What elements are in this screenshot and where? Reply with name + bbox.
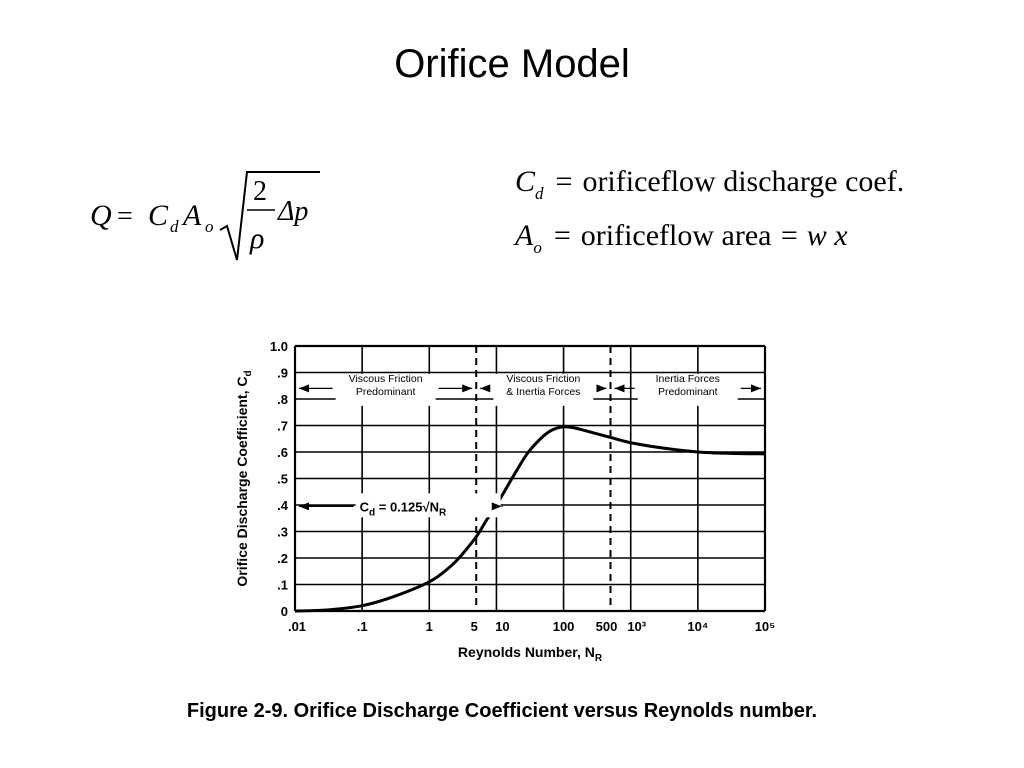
definition-ao bbox=[515, 219, 848, 258]
cd-laminar-annotation: $C_d = 0.125√N_R$ bbox=[359, 499, 447, 519]
def-cd-equals: = bbox=[555, 165, 573, 198]
y-axis-label: Orifice Discharge Coefficient, $C_d$ bbox=[234, 370, 254, 587]
y-tick-label: .2 bbox=[277, 551, 288, 566]
annotation-arrow-head-left bbox=[299, 502, 309, 510]
region-label-line1: Viscous Friction bbox=[348, 372, 423, 385]
eq-equals: = bbox=[117, 201, 133, 232]
def-cd-symbol: C bbox=[515, 165, 536, 198]
def-cd-sub: d bbox=[535, 184, 544, 203]
y-tick-label: .6 bbox=[277, 445, 288, 460]
x-axis-label: Reynolds Number, $N_R$ bbox=[457, 644, 603, 664]
y-tick-label: .1 bbox=[277, 577, 288, 593]
figure-caption: Figure 2-9. Orifice Discharge Coefficient versus Reynolds number. bbox=[186, 700, 818, 722]
region-label-line2: Predominant bbox=[355, 386, 416, 399]
y-tick-label: .4 bbox=[277, 498, 288, 513]
def-ao-text: orificeflow area bbox=[580, 219, 772, 252]
region-label-line2: Predominant bbox=[657, 386, 718, 399]
x-tick-label: 10⁴ bbox=[687, 619, 709, 634]
definition-cd bbox=[515, 165, 904, 204]
region-label-line2: & Inertia Forces bbox=[506, 386, 581, 399]
y-tick-label: 0 bbox=[280, 604, 288, 619]
y-tick-label: .7 bbox=[277, 418, 288, 434]
eq-lhs: Q bbox=[90, 199, 112, 232]
def-ao-extra: = w x bbox=[778, 219, 848, 252]
region-label-line1: Inertia Forces bbox=[655, 372, 720, 385]
y-tick-label: .9 bbox=[277, 365, 288, 381]
eq-denominator: ρ bbox=[250, 222, 265, 255]
region-arrow-head-right bbox=[751, 384, 761, 392]
def-ao-sub: o bbox=[533, 238, 542, 257]
x-tick-label: 500 bbox=[595, 619, 618, 634]
y-tick-label: .8 bbox=[277, 392, 288, 407]
x-tick-label: 10³ bbox=[627, 619, 647, 634]
eq-ao-sub: o bbox=[205, 217, 214, 236]
x-tick-label: .1 bbox=[356, 619, 368, 634]
region-label-line1: Viscous Friction bbox=[506, 372, 581, 385]
y-tick-label: .3 bbox=[277, 524, 288, 540]
x-tick-label: 1 bbox=[425, 619, 433, 634]
region-arrow-head-left bbox=[615, 384, 625, 392]
x-tick-label: 10 bbox=[495, 619, 510, 634]
region-arrow-head-left bbox=[480, 384, 490, 392]
y-tick-label: .5 bbox=[277, 471, 288, 487]
x-tick-label: .01 bbox=[287, 619, 307, 634]
eq-numerator: 2 bbox=[253, 176, 267, 207]
eq-dp: Δp bbox=[278, 196, 309, 227]
x-tick-label: 100 bbox=[552, 619, 575, 634]
y-tick-label: 1.0 bbox=[269, 339, 288, 354]
discharge-coefficient-curve bbox=[295, 427, 765, 611]
region-arrow-head-right bbox=[462, 384, 472, 392]
orifice-equation bbox=[85, 168, 345, 268]
def-ao-symbol: A bbox=[515, 219, 534, 252]
def-cd-text: orificeflow discharge coef. bbox=[582, 165, 905, 198]
x-tick-label: 5 bbox=[470, 619, 478, 634]
eq-cd-base: C bbox=[148, 199, 169, 232]
eq-cd-sub: d bbox=[170, 217, 179, 236]
x-tick-label: 10⁵ bbox=[754, 619, 776, 634]
eq-ao-base: A bbox=[183, 199, 202, 232]
def-ao-equals: = bbox=[553, 219, 571, 252]
discharge-coefficient-chart bbox=[225, 330, 800, 665]
region-arrow-head-left bbox=[299, 384, 309, 392]
region-arrow-head-right bbox=[597, 384, 607, 392]
slide-title: Orifice Model bbox=[394, 42, 630, 86]
